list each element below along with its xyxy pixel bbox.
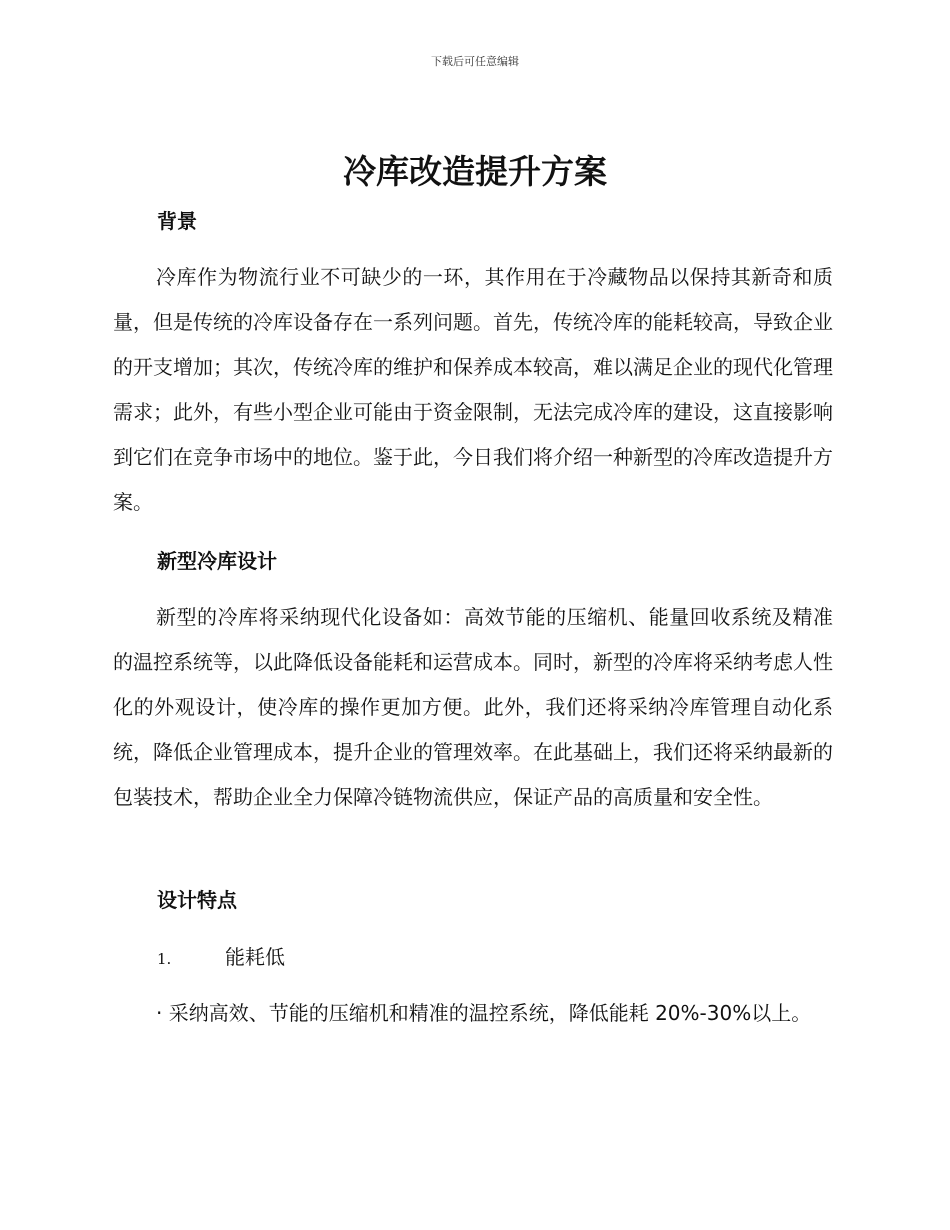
document-title: 冷库改造提升方案 (343, 152, 607, 191)
section-heading-design-features: 设计特点 (157, 888, 237, 912)
feature-list-item (157, 942, 285, 974)
section-heading-background: 背景 (157, 209, 197, 233)
page-header-note: 下载后可任意编辑 (431, 55, 519, 68)
feature-list-number: 1. (157, 950, 172, 968)
feature-detail-paragraph: · 采纳高效、节能的压缩机和精准的温控系统，降低能耗 20%-30%以上。 (156, 1001, 812, 1025)
section-paragraph-background: 冷库作为物流行业不可缺少的一环，其作用在于冷藏物品以保持其新奇和质量，但是传统的冷库设备存在一系列问题。首先，传统冷库的能耗较高，导致企业的开支增加；其次，传统冷库的维护和保养成本较高，难以满足企业的现代化管理需求；此外，有些小型企业可能由于资金限制，无法完成冷库的建设，这直接影响到它们在竞争市场中的地位。鉴于此，今日我们将介绍一种新型的冷库改造提升方案。 (113, 265, 833, 514)
section-paragraph-new-design: 新型的冷库将采纳现代化设备如：高效节能的压缩机、能量回收系统及精准的温控系统等，以此降低设备能耗和运营成本。同时，新型的冷库将采纳考虑人性化的外观设计，使冷库的操作更加方便。此外，我们还将采纳冷库管理自动化系统，降低企业管理成本，提升企业的管理效率。在此基础上，我们还将采纳最新的包装技术，帮助企业全力保障冷链物流供应，保证产品的高质量和安全性。 (113, 605, 833, 809)
feature-list-label: 能耗低 (225, 945, 285, 969)
section-heading-new-design: 新型冷库设计 (157, 549, 277, 573)
